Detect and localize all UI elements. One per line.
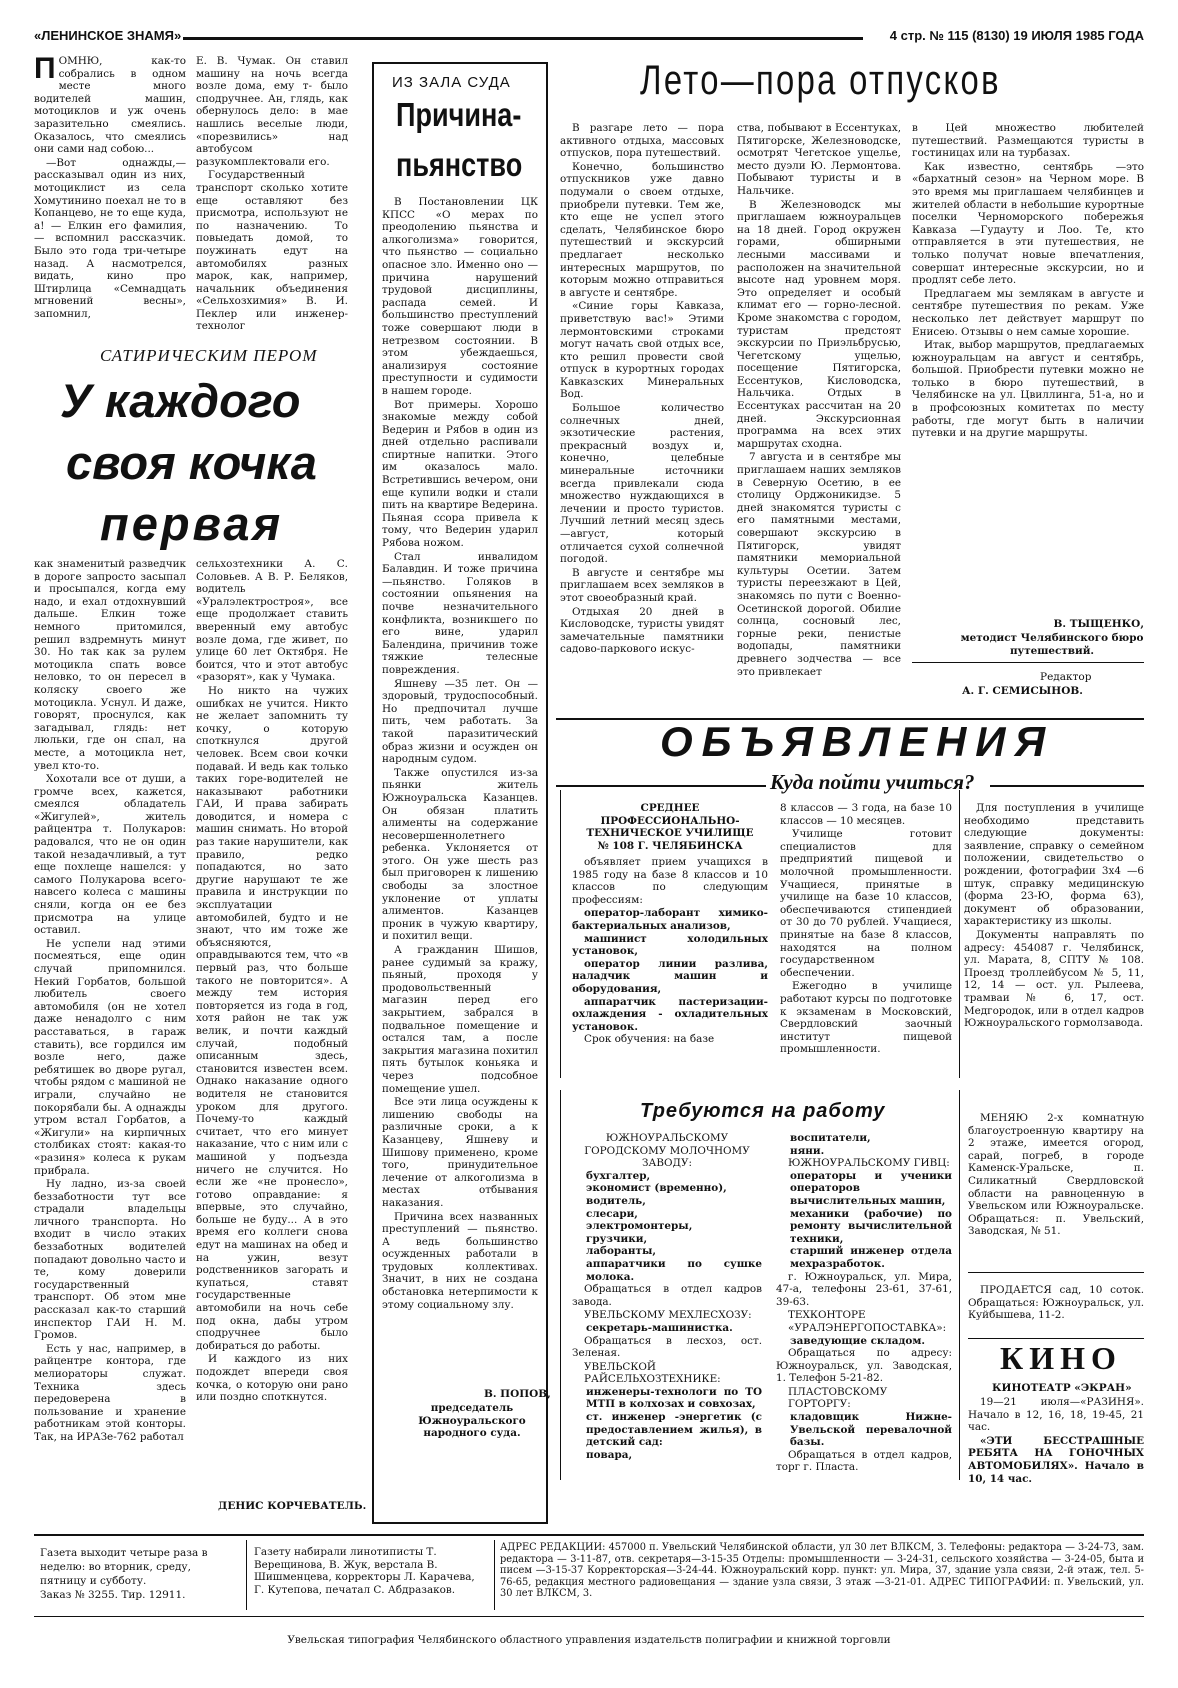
vacancy-item: заведующие складом. — [790, 1334, 925, 1347]
profession-item: оператор-лаборант химико-бактериальных анализов, — [572, 907, 768, 932]
study-title: Куда пойти учиться? — [770, 770, 975, 794]
court-headline-line1: Причина- — [396, 96, 522, 133]
vacation-paragraph: Конечно, большинство отпускников уже давно подумали о своем отдыхе, приобрели путевки. Тем же, кто еще не успел этого сделать, Челябинское бюро путешествий и экскурсий предлагает несколько интересных маршрутов, по которым можно отправиться в августе и сентябре. — [560, 160, 724, 299]
employer-name: ТЕХКОНТОРЕ «УРАЛЭНЕРГОПОСТАВКА»: — [788, 1309, 947, 1334]
court-headline-line2: пьянство — [396, 146, 523, 183]
jobs-title: Требуются на работу — [640, 1100, 886, 1122]
satire-headline-line1: У каждого — [60, 374, 301, 427]
footer-printer: Увельская типография Челябинского областного управления издательств полиграфии и книжной торговли — [287, 1634, 891, 1646]
vacancy-item: секретарь-машинистка. — [586, 1321, 733, 1334]
column1-bottom-paragraph: Не успели над этими посмеяться, еще один случай припомнился. Некий Горбатов, большой любитель своего автомобиля (он не хотел даже ненадолго с ним расставаться, в гараж ставить), все гордился им возле него, даже ребятишек во дворе ругал, чтобы рядом с машиной не играли, случайно не покорябали бы. А однажды утром встал Горбатов, а «Жигули» на кирпичных столбиках стоят: какая-то «разиня» колеса к рукам прибрала. — [34, 937, 186, 1177]
employer-contact: Обращаться в отдел кадров завода. — [572, 1283, 762, 1308]
vacancy-item: экономист (временно), — [586, 1182, 727, 1195]
sale-rule — [968, 1338, 1144, 1339]
column1-top-paragraph: ОМНЮ, как-то собрались в одном месте много водителей машин, мотоциклов и уж очень заразительно смеялись. Оказалось, что смеялись они сами над собою... — [34, 55, 186, 156]
employer-name: ЮЖНОУРАЛЬСКОМУ ГОРОДСКОМУ МОЛОЧНОМУ ЗАВОДУ: — [584, 1132, 750, 1170]
school-paragraph: Ежегодно в училище работают курсы по подготовке к экзаменам в Московский, Свердловский заочный институт пищевой промышленности. — [780, 980, 952, 1056]
school-name-line: ТЕХНИЧЕСКОЕ УЧИЛИЩЕ — [586, 827, 754, 840]
court-paragraph: Стал инвалидом Балавдин. И тоже причина —пьянство. Голяков в состоянии опьянения на почве незначительного конфликта, возникшего по его вине, ударил Балендина, причинив тоже тяжкие телесные повреждения. — [382, 550, 538, 676]
vacancy-item: аппаратчики по сушке молока. — [586, 1257, 762, 1283]
study-title-rule-left — [556, 785, 766, 787]
vacation-author-title: методист Челябинского бюро путешествий. — [960, 632, 1144, 657]
vacation-headline: Лето—пора отпусков — [640, 56, 1001, 103]
cinema-headline: КИНО — [1000, 1340, 1122, 1376]
vacation-column-a — [560, 122, 724, 716]
vacancy-item: слесари, — [586, 1207, 638, 1220]
satire-headline-line3: первая — [100, 497, 284, 550]
sale-text: ПРОДАЕТСЯ сад, 10 соток. Обращаться: Южноуральск, ул. Куйбышева, 11-2. — [968, 1284, 1144, 1322]
employer-name: УВЕЛЬСКОМУ МЕХЛЕСХОЗУ: — [584, 1309, 752, 1322]
column2-bottom-paragraph: сельхозтехники А. С. Соловьев. А В. Р. Беляков, водитель «Уралэлектростроя», все еще продолжает ставить вверенный ему автобус возле дома, где живет, по улице 60 лет Октября. Не боится, что и этот автобус «разорят», как у Чумака. — [196, 558, 348, 684]
school-box-border — [560, 790, 960, 1078]
vacancy-item: ст. инженер -энергетик (с предоставлением жилья), в детский сад: — [586, 1411, 762, 1449]
vacation-paragraph: В августе и сентябре мы приглашаем всех земляков в этот своеобразный край. — [560, 566, 724, 604]
profession-item: оператор линии разлива, наладчик машин и оборудования, — [572, 957, 768, 995]
vacation-paragraph: В Железноводск мы приглашаем южноуральцев на 18 дней. Город окружен горами, обширными лесными массивами и расположен на значительной высоте над уровнем моря. Это определяет и особый климат его — горно-лесной. Кроме знакомства с городом, туристам предстоят экскурсии по Приэльбрусью, Чегетскому ущелью, посещение Пятигорска, Ессентуков, Кисловодска, Нальчика. Отдых в Ессентуках рассчитан на 20 дней. Экскурсионная программа на всех этих маршрутах сходна. — [737, 198, 901, 450]
vacancy-item: водитель, — [586, 1194, 646, 1207]
footer-divider-2 — [494, 1540, 495, 1610]
vacation-paragraph: ства, побывают в Ессентуках, Пятигорске, Железноводске, осмотрят Чегетское ущелье, место дуэли Ю. Лермонтова. Побывают туристы и в Нальчике. — [737, 122, 901, 197]
jobs-column-b — [776, 1132, 952, 1482]
employer-name: ЮЖНОУРАЛЬСКОМУ ГИВЦ: — [788, 1157, 950, 1170]
masthead-issue-info: 4 стр. № 115 (8130) 19 ИЮЛЯ 1985 ГОДА — [889, 28, 1144, 43]
court-author-title: председатель Южноуральского народного суда. — [418, 1402, 526, 1440]
employer-contact: Обращаться по адресу: Южноуральск, ул. Заводская, 1. Телефон 5-21-82. — [776, 1347, 952, 1385]
column2-top-text — [196, 55, 348, 347]
vacancy-item: операторы и ученики операторов вычислительных машин, — [790, 1169, 952, 1207]
footer-schedule-text: Газета выходит четыре раза в неделю: во вторник, среду, пятницу и субботу. — [40, 1547, 208, 1587]
court-paragraph: В Постановлении ЦК КПСС «О мерах по преодолению пьянства и алкоголизма» говорится, что пьянство — социально опасное зло. Именно оно —причина нарушений трудовой дисциплины, распада семей. И большинство преступлений тоже совершают люди в нетрезвом состоянии. В этом убеждаешься, анализируя состояние преступности и судимости в нашем городе. — [382, 196, 538, 397]
court-paragraph: Вот примеры. Хорошо знакомые между собой Ведерин и Рябов в один из дней отдельно распивали спиртные напитки. Этого им оказалось мало. Встретившись вечером, они еще купили водки и стали пить на квартире Ведерина. Пьяная ссора привела к тому, что Ведерин ударил Рябова ножом. — [382, 398, 538, 550]
column2-bottom-paragraph: Но никто на чужих ошибках не учится. Никто не желает запомнить ту кочку, о которую споткнулся другой человек. Всем свои кочки подавай. И ведь как только таких горе-водителей не наказывают работники ГАИ, И права забирать доводится, и номера с машин снимать. Но второй раз такие нарушители, как правило, редко попадаются, но зато другие нарушают те же правила и инструкции по эксплуатации автомобилей, будто и не знают, что им тоже же объясняются, оправдываются тем, что «в первый раз, что больше такого не повторится». А между тем история повторяется из года в год, хотя район не так уж велик, и почти каждый случай, подобный описанным здесь, становится известен всем. Однако наказание одного водителя не становится уроком для другого. Почему-то каждый считает, что его минует наказание, что с ним или с машиной у подъезда ничего не случится. Но если же «не пронесло», готово оправдание: я впервые, это случайно, больше не буду... А в это время его коллеги снова едут на машинах на обед и на ужин, везут родственников загорать и купаться, ставят государственные автомобили на ночь себе под окна, дабы утром сподручнее было добираться до работы. — [196, 684, 348, 1352]
cinema-show: 19—21 июля—«РАЗИНЯ». Начало в 12, 16, 18, 19-45, 21 час. — [968, 1396, 1144, 1434]
school-paragraph: Для поступления в училище необходимо представить следующие документы: заявление, справку о семейном положении, свидетельство о рождении, фотографии 3х4 —6 штук, справку медицинскую (форма 23-Ю, форма 63), документ об образовании, характеристику из школы. — [964, 802, 1144, 928]
column2-top-paragraph: Е. В. Чумак. Он ставил машину на ночь всегда возле дома, ему т- было сподручнее. Ан, глядь, как обернулось дело: в мае нашлись веселые люди, «порезвились» над автобусом разукомплектовали его. — [196, 55, 348, 168]
vacation-paragraph: В разгаре лето — пора активного отдыха, массовых отпусков, пора путешествий. — [560, 122, 724, 160]
vacancy-item: механики (рабочие) по ремонту вычислительной техники, — [790, 1207, 952, 1245]
profession-item: аппаратчик пастеризации-охлаждения - охладительных установок. — [572, 995, 768, 1033]
vacancy-item: бухгалтер, — [586, 1169, 651, 1182]
footer-typesetters-text: Газету набирали линотиписты Т. Верещинова, В. Жук, верстала В. Шишменцева, корректоры Л. Карачева, Г. Кутепова, печатал С. Абдразаков. — [254, 1546, 475, 1596]
drop-cap: П — [34, 55, 56, 85]
school-name-line: № 108 Г. ЧЕЛЯБИНСКА — [597, 839, 743, 852]
ads-headline: ОБЪЯВЛЕНИЯ — [660, 718, 1055, 765]
court-article-text — [382, 196, 538, 1384]
vacation-column-c — [912, 122, 1144, 614]
vacancy-item: воспитатели, — [790, 1132, 871, 1144]
vacancy-item: электромонтеры, — [586, 1220, 693, 1233]
vacancy-item: инженеры-технологи по ТО МТП в колхозах и совхозах, — [586, 1385, 762, 1411]
vacation-paragraph: 7 августа и в сентябре мы приглашаем наших земляков в Северную Осетию, в ее столицу Орджоникидзе. 5 дней знакомятся туристы с его памятными местами, совершают экскурсию в Пятигорск, увидят памятники мемориальной культуры Осетии. Затем туристы переезжают в Цей, знакомясь по пути с Военно-Осетинской дорогой. Обилие солнца, сосновый лес, горные реки, пенистые водопады, памятники древнего зодчества — все это привлекает — [737, 451, 901, 678]
cinema-theater: КИНОТЕАТР «ЭКРАН» — [992, 1382, 1132, 1394]
footer-schedule — [40, 1546, 240, 1604]
satire-author: ДЕНИС КОРЧЕВАТЕЛЬ. — [218, 1500, 367, 1512]
court-paragraph: А гражданин Шишов, ранее судимый за кражу, пьяный, проходя у продовольственный магазин перед его закрытием, забрался в подвальное помещение и остался там, а после закрытия магазина похитил пять бутылок коньяка и через подсобное помещение ушел. — [382, 944, 538, 1095]
vacancy-item: грузчики, — [586, 1232, 648, 1245]
footer-bottom-rule — [34, 1616, 1144, 1617]
satire-rubric: САТИРИЧЕСКИМ ПЕРОМ — [100, 346, 318, 365]
vacancy-item: лаборанты, — [586, 1245, 656, 1258]
cinema-show: «ЭТИ БЕССТРАШНЫЕ РЕБЯТА НА ГОНОЧНЫХ АВТОМОБИЛЯХ». Начало в 10, 14 час. — [968, 1434, 1144, 1485]
vacation-rule — [912, 662, 1144, 663]
cinema-schedule — [968, 1396, 1144, 1496]
school-paragraph: Училище готовит специалистов для предприятий пищевой и молочной промышленности. Учащиеся, принятые в училище на базе 10 классов, обеспечиваются стипендией от 30 до 70 рублей. Учащиеся, принятые на базе 8 классов, находятся на полном государственном обеспечении. — [780, 828, 952, 979]
vacation-paragraph: Итак, выбор маршрутов, предлагаемых южноуральцам на август и сентябрь, большой. Приобрести путевки можно не только в бюро путешествий, в Челябинске на ул. Цвиллинга, 51-а, но и в профсоюзных комитетах по месту работы, где могут быть в наличии путевки и на другие маршруты. — [912, 339, 1144, 440]
profession-item: машинист холодильных установок, — [572, 932, 768, 958]
footer-address-text: АДРЕС РЕДАКЦИИ: 457000 п. Увельский Челябинской области, ул 30 лет ВЛКСМ, 3. Телефоны: редактора — 3-24-73, зам. редактора — 3-11-87, отв. секретаря—3-15-35 Отделы: промышленности — 3-24-31, сельского хозяйства — 3-24-05, быта и писем —3-15-37 Корректорская—3-24-44. Южноуральский корр. пункт: ул. Мира, 37, здание узла связи, 2-й этаж, тел. 5-76-65, редакция местного радиовещания — здание узла связи, 3 этаж —3-21-01. АДРЕС ТИПОГРАФИИ: п. Увельский, ул. 30 лет ВЛКСМ, 3. — [500, 1542, 1144, 1600]
jobs-column-a — [572, 1132, 762, 1482]
court-paragraph: Причина всех названных преступлений — пьянство. А ведь большинство осужденных работали в трудовых коллективах. Значит, в них не создана обстановка нетерпимости к этому социальному злу. — [382, 1210, 538, 1311]
editor-name: А. Г. СЕМИСЫНОВ. — [962, 685, 1083, 697]
school-column-c — [964, 802, 1144, 1072]
vacation-paragraph: «Синие горы Кавказа, приветствую вас!» Этими лермонтовскими строками могут начать свой отдых все, кто решил провести свой отпуск в курортных городах Кавказских Минеральных Вод. — [560, 300, 724, 401]
vacancy-item: старший инженер отдела мехразработок. — [790, 1245, 952, 1270]
court-paragraph: Также опустился из-за пьянки житель Южноуральска Казанцев. Он обязан платить алименты на содержание несовершеннолетнего ребенка. Уклоняется от этого. Он уже шесть раз был приговорен к лишению свободы за злостное уклонение от уплаты алиментов. Казанцев проник в чужую квартиру, и похитил вещи. — [382, 766, 538, 943]
court-paragraph: Яшневу —35 лет. Он — здоровый, трудоспособный. Но предпочитал лучше пить, чем работать. За такой паразитический образ жизни и осужден он народным судом. — [382, 677, 538, 766]
sale-ad — [968, 1284, 1144, 1338]
vacation-paragraph: Отдыхая 20 дней в Кисловодске, туристы увидят замечательные памятники садово-паркового искус- — [560, 605, 724, 656]
vacation-paragraph: Предлагаем мы землякам в августе и сентябре путешествия по рекам. Уже несколько лет действует маршрут по Енисею. Отзывы о нем самые хорошие. — [912, 287, 1144, 338]
school-term: Срок обучения: на базе — [584, 1033, 715, 1046]
column1-bottom-paragraph: Есть у нас, например, в райцентре контора, где мелиораторы служат. Техника здесь передоверена в пользование и хранение работникам этой конторы. Так, на ИРАЗе-762 работал — [34, 1342, 186, 1443]
vacation-author: В. ТЫЩЕНКО, — [1053, 618, 1144, 630]
court-rubric: ИЗ ЗАЛА СУДА — [392, 74, 511, 91]
vacation-paragraph: Как известно, сентябрь —это «бархатный сезон» на Черном море. В это время мы приглашаем челябинцев и жителей области в небольшие курортные поселки Черноморского побережья Кавказа —Гудауту и Лоо. Те, кто отправляется в эти путешествия, не только получат новые впечатления, совершат интересные экскурсии, но и продлят себе лето. — [912, 160, 1144, 287]
masthead-rule — [183, 37, 863, 40]
masthead-paper-name: «ЛЕНИНСКОЕ ЗНАМЯ» — [34, 28, 182, 43]
column2-bottom-text — [196, 558, 348, 1488]
column1-bottom-paragraph: Ну ладно, из-за своей беззаботности тут все страдали владельцы личного транспорта. Но входит в число этаких беззаботных водителей попадают довольно часто и те, кому доверили государственный транспорт. Об этом мне рассказал как-то старший инспектор ГАИ Н. М. Громов. — [34, 1178, 186, 1342]
satire-headline-line2: своя кочка — [66, 436, 317, 489]
footer-address — [500, 1542, 1144, 1612]
column2-bottom-paragraph: И каждого из них подождет впереди своя кочка, о которую они рано или поздно споткнутся. — [196, 1353, 348, 1404]
vacancy-item: няни. — [790, 1144, 825, 1157]
school-name-line: ПРОФЕССИОНАЛЬНО- — [600, 814, 740, 827]
column1-bottom-paragraph: Хохотали все от души, а громче всех, кажется, смеялся обладатель «Жигулей», житель райцентра т. Полукаров: радовался, что не он один такой незадачливый, а тут еще похлеще нашелся: у самого Полукарова всего-навсего колеса с машины сняли, когда он ее без присмотра на улице оставил. — [34, 773, 186, 937]
school-intro: объявляет прием учащихся в 1985 году на базе 8 классов и 10 классов по следующим профессиям: — [572, 856, 768, 906]
footer-divider-1 — [246, 1540, 247, 1610]
employer-contact: Обращаться в лесхоз, ост. Зеленая. — [572, 1334, 762, 1360]
editor-label: Редактор — [1040, 671, 1092, 683]
study-title-rule-right — [990, 785, 1144, 787]
column1-top-paragraph: —Вот однажды,—рассказывал один из них, мотоциклист из села Хомутинино поехал не то в Копанцево, не то еще куда, а! — Елкин его фамилия, — вспомнил рассказчик. Было это года три-четыре назад. А насмотрелся, видать, кино про Штирлица «Семнадцать мгновений весны», запомнил, — [34, 156, 186, 320]
court-paragraph: Все эти лица осуждены к лишению свободы на различные сроки, а к Казанцеву, Яшневу и Шишову применено, кроме того, принудительное лечение от алкоголизма в местах отбывания наказания. — [382, 1096, 538, 1209]
exchange-text: МЕНЯЮ 2-х комнатную благоустроенную квартиру на 2 этаже, имеется огород, сарай, погреб, в городе Каменск-Уральске, п. Силикатный Свердловской области на равноценную в Увельском или Южноуральске. Обращаться: п. Увельский, Заводская, № 51. — [968, 1112, 1144, 1238]
vacation-paragraph: в Цей множество любителей путешествий. Размещаются туристы в гостиницах или на турбазах. — [912, 122, 1144, 160]
school-paragraph: 8 классов — 3 года, на базе 10 классов — 10 месяцев. — [780, 802, 952, 827]
school-paragraph: Документы направлять по адресу: 454087 г. Челябинск, ул. Марата, 8, СПТУ № 108. Проезд троллейбусом № 5, 11, 12, 14 — ост. ул. Рылеева, трамваи № 6, 17, ост. Медгородок, или в отдел кадров Южноуральского гормолзавода. — [964, 928, 1144, 1030]
footer-typesetters — [254, 1546, 486, 1608]
school-name-line: СРЕДНЕЕ — [640, 802, 700, 814]
employer-contact: г. Южноуральск, ул. Мира, 47-а, телефоны 23-61, 37-61, 39-63. — [776, 1270, 952, 1308]
footer-order-text: Заказ № 3255. Тир. 12911. — [40, 1589, 186, 1601]
employer-name: ПЛАСТОВСКОМУ ГОРТОРГУ: — [788, 1385, 888, 1411]
vacancy-item: повара, — [586, 1448, 633, 1461]
column1-top-text — [34, 55, 186, 347]
exchange-ad — [968, 1112, 1144, 1272]
vacation-column-b — [737, 122, 901, 716]
vacation-paragraph: Большое количество солнечных дней, экзотические растения, прекрасный воздух и, конечно, целебные минеральные источники всегда привлекали сюда множество нуждающихся в лечении и просто туристов. Лучший летний месяц здесь —август, который отличается сухой солнечной погодой. — [560, 402, 724, 566]
vacancy-item: кладовщик Нижне-Увельской перевалочной базы. — [790, 1411, 952, 1449]
column2-top-paragraph: Государственный транспорт сколько хотите еще оставляют без присмотра, используют не по назначению. То повыедать домой, то поужинать едут на автомобилях разных марок, как, например, начальник объединения «Сельхозхимия» В. И. Пеклер или инженер-технолог — [196, 169, 348, 333]
employer-name: УВЕЛЬСКОЙ РАЙСЕЛЬХОЗТЕХНИКЕ: — [584, 1360, 721, 1386]
employer-contact: Обращаться в отдел кадров, торг г. Пласта. — [776, 1448, 952, 1474]
court-author: В. ПОПОВ, — [484, 1388, 551, 1400]
footer-top-rule — [34, 1534, 1144, 1536]
column1-bottom-paragraph: как знаменитый разведчик в дороге запросто засыпал и просыпался, когда ему надо, и ехал отдохнувший дальше. Елкин тоже немного притомился, решил вздремнуть минут 30. Но так как за рулем мотоцикла спать вовсе неловко, то он пересел в коляску своего же мотоцикла. Уснул. И даже, говорят, проснулся, как загадывал, глядь: нет люльки, где он спал, на месте, а мотоцикла нет, увел кто-то. — [34, 558, 186, 772]
exchange-rule — [968, 1272, 1144, 1273]
column1-bottom-text — [34, 558, 186, 1516]
